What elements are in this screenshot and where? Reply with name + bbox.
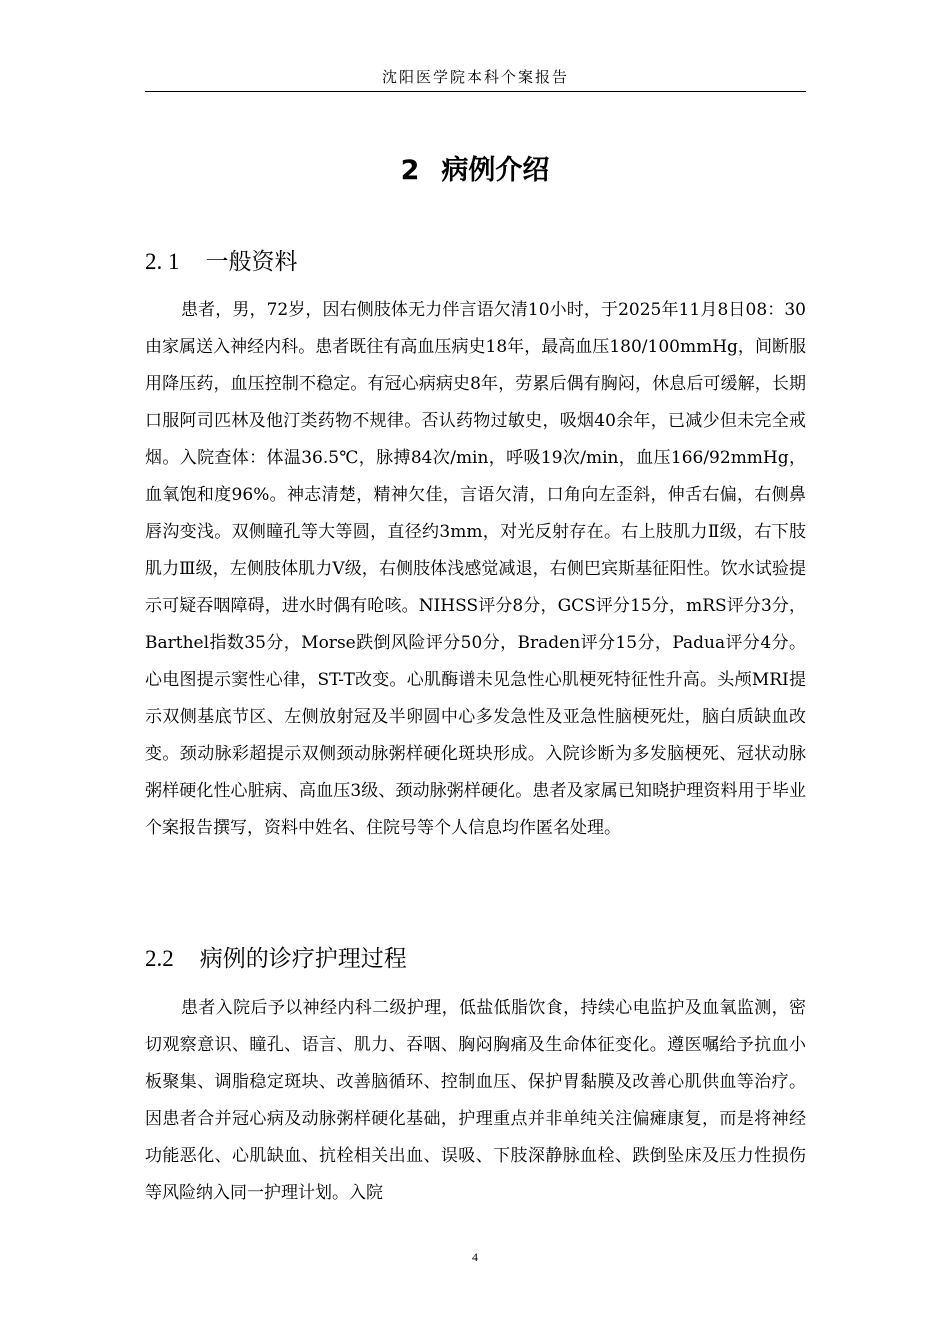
header-rule xyxy=(145,91,806,92)
chapter-title: 病例介绍 xyxy=(441,155,550,186)
chapter-heading xyxy=(0,148,950,187)
section-number: 2.2 xyxy=(145,946,174,971)
running-header: 沈阳医学院本科个案报告 xyxy=(381,68,569,86)
page-number: 4 xyxy=(472,1250,478,1264)
chapter-number: 2 xyxy=(400,155,420,186)
section-title: 病例的诊疗护理过程 xyxy=(199,946,407,972)
section-heading-process xyxy=(145,940,407,973)
paragraph-general-info: 患者，男，72岁，因右侧肢体无力伴言语欠清10小时，于2025年11月8日08：30由家属送入神经内科。患者既往有高血压病史18年，最高血压180/100mmHg，间断服用降压药，血压控制不稳定。有冠心病病史8年，劳累后偶有胸闷，休息后可缓解，长期口服阿司匹林及他汀类药物不规律。否认药物过敏史，吸烟40余年，已减少但未完全戒烟。入院查体：体温36.5℃，脉搏84次/min，呼吸19次/min，血压166/92mmHg，血氧饱和度96%。神志清楚，精神欠佳，言语欠清，口角向左歪斜，伸舌右偏，右侧鼻唇沟变浅。双侧瞳孔等大等圆，直径约3mm，对光反射存在。右上肢肌力Ⅱ级，右下肢肌力Ⅲ级，左侧肢体肌力Ⅴ级，右侧肢体浅感觉减退，右侧巴宾斯基征阳性。饮水试验提示可疑吞咽障碍，进水时偶有呛咳。NIHSS评分8分，GCS评分15分，mRS评分3分，Barthel指数35分，Morse跌倒风险评分50分，Braden评分15分，Padua评分4分。心电图提示窦性心律，ST-T改变。心肌酶谱未见急性心肌梗死特征性升高。头颅MRI提示双侧基底节区、左侧放射冠及半卵圆中心多发急性及亚急性脑梗死灶，脑白质缺血改变。颈动脉彩超提示双侧颈动脉粥样硬化斑块形成。入院诊断为多发脑梗死、冠状动脉粥样硬化性心脏病、高血压3级、颈动脉粥样硬化。患者及家属已知晓护理资料用于毕业个案报告撰写，资料中姓名、住院号等个人信息均作匿名处理。 xyxy=(145,300,806,838)
paragraph-treatment-process: 患者入院后予以神经内科二级护理，低盐低脂饮食，持续心电监护及血氧监测，密切观察意识、瞳孔、语言、肌力、吞咽、胸闷胸痛及生命体征变化。遵医嘱给予抗血小板聚集、调脂稳定斑块、改善脑循环、控制血压、保护胃黏膜及改善心肌供血等治疗。因患者合并冠心病及动脉粥样硬化基础，护理重点并非单纯关注偏瘫康复，而是将神经功能恶化、心肌缺血、抗栓相关出血、误吸、下肢深静脉血栓、跌倒坠床及压力性损伤等风险纳入同一护理计划。入院 xyxy=(145,998,806,1203)
section-title: 一般资料 xyxy=(205,249,298,275)
section-number: 2. 1 xyxy=(145,249,180,274)
section-heading-general xyxy=(145,243,298,276)
